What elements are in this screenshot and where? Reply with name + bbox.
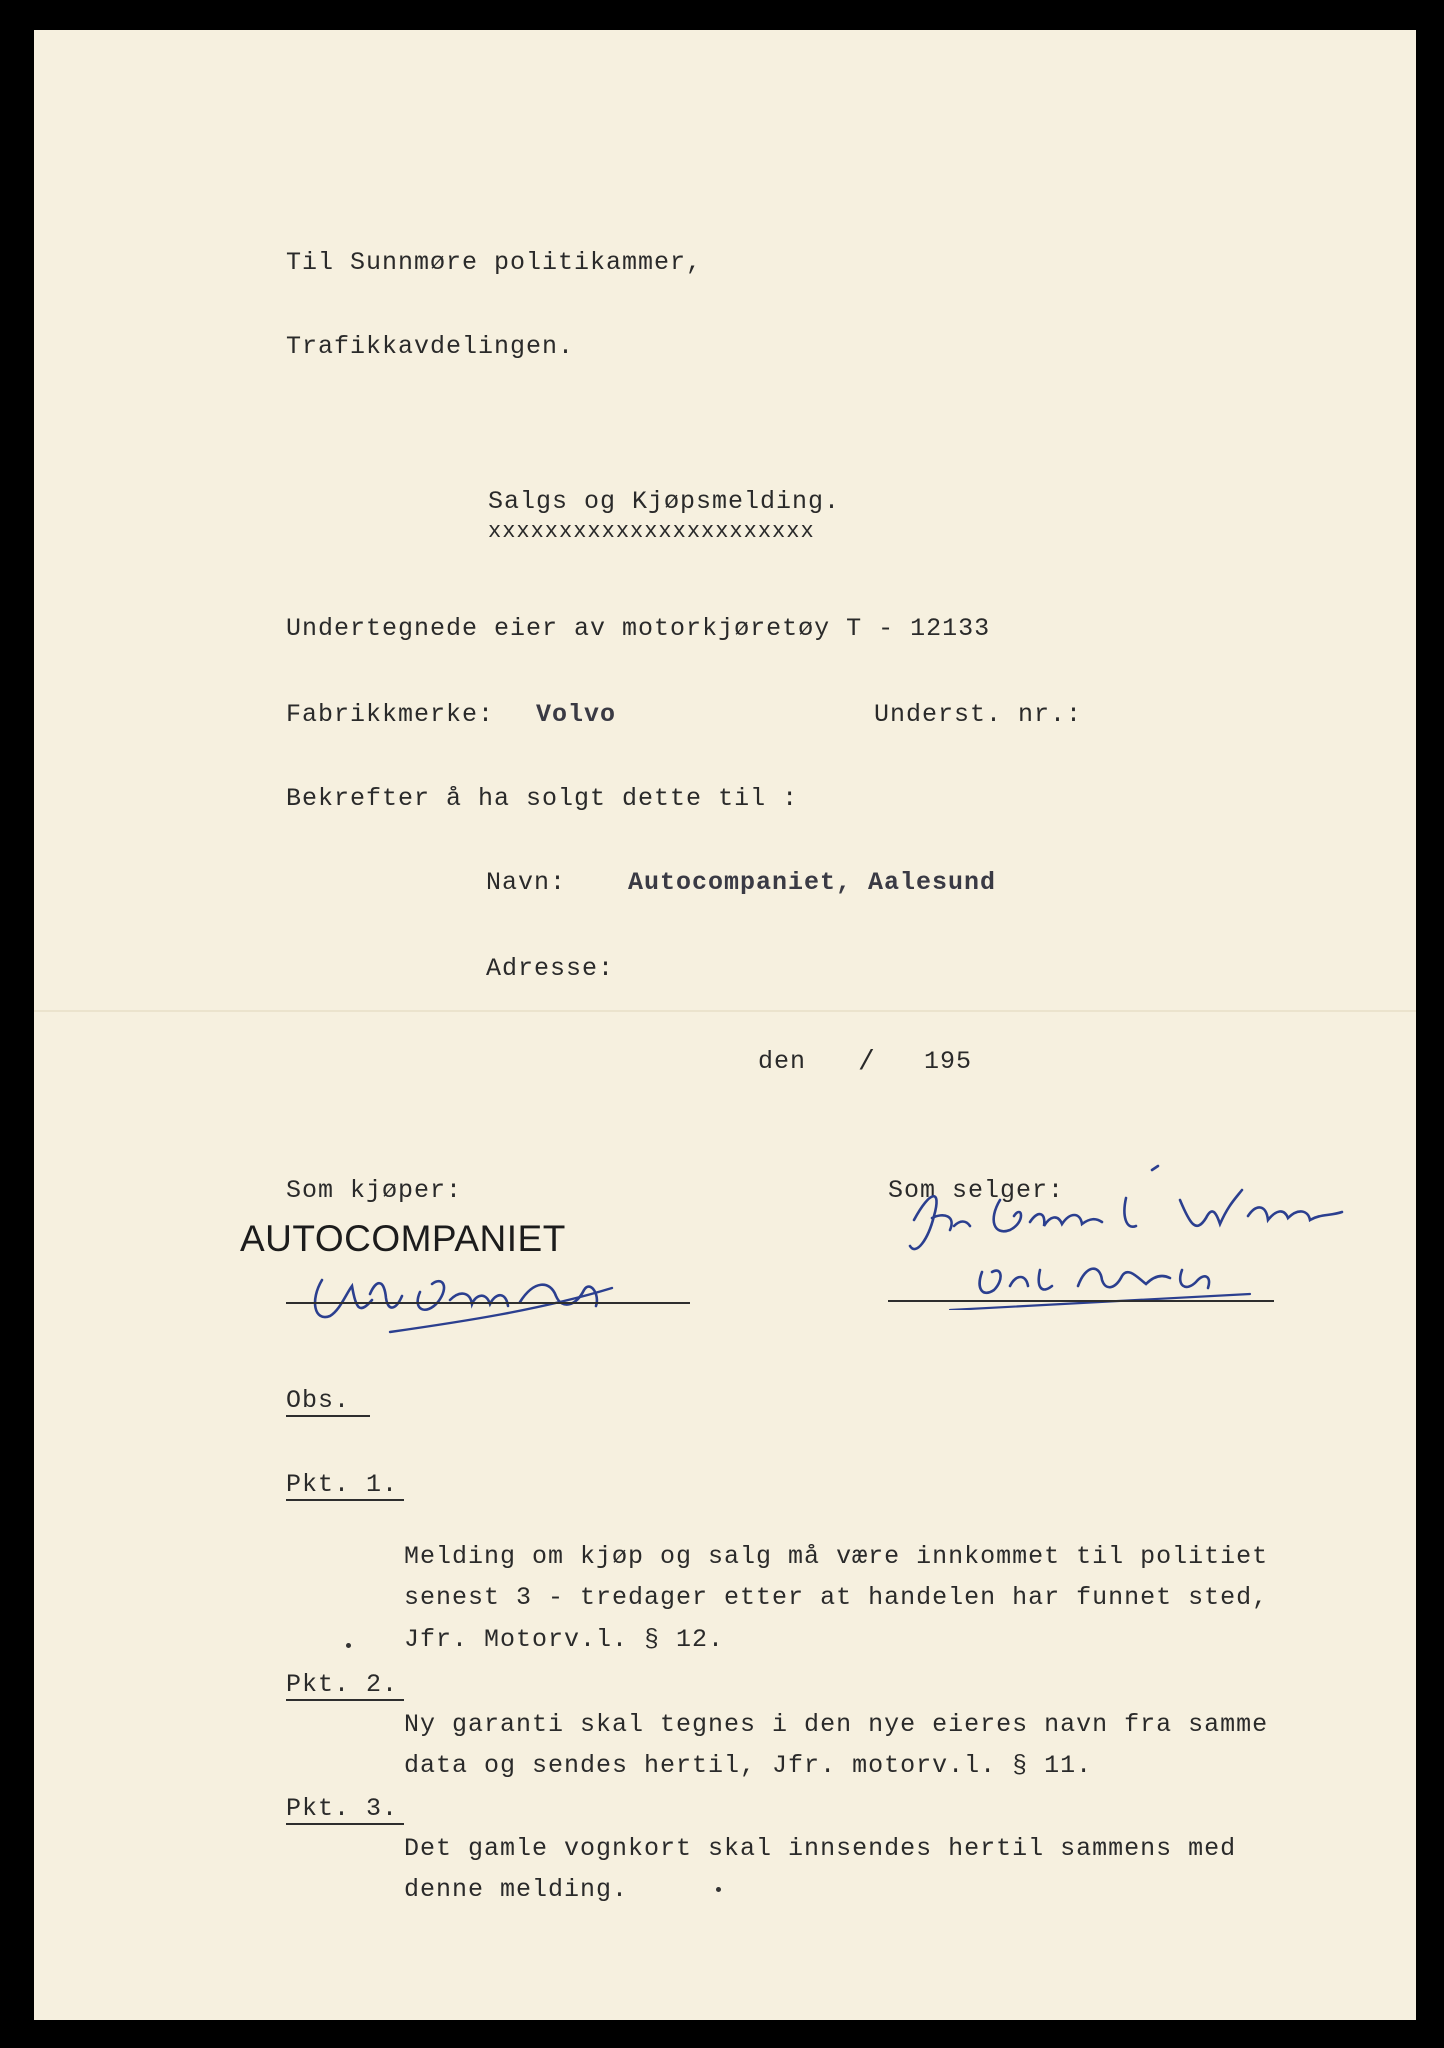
ink-dot [346,1643,351,1648]
seller-label: Som selger: [888,1176,1065,1205]
point-1-line-1: Melding om kjøp og salg må være innkommet til politiet [404,1542,1269,1571]
buyer-label: Som kjøper: [286,1176,463,1205]
point-1-label: Pkt. 1. [286,1470,399,1499]
point-2-line-1: Ny garanti skal tegnes i den nye eieres navn fra samme [404,1710,1269,1739]
confirm-line: Bekrefter å ha solgt dette til : [286,784,799,813]
point-3-label: Pkt. 3. [286,1794,399,1823]
point-2-line-2: data og sendes hertil, Jfr. motorv.l. § 11. [404,1751,1093,1780]
seller-signature [890,1160,1370,1310]
year-prefix: 195 [924,1047,973,1076]
obs-heading: Obs. [286,1386,351,1415]
name-label: Navn: [486,868,567,897]
point-2-underline [286,1699,404,1701]
buyer-signature [300,1250,630,1340]
obs-underline [286,1415,370,1417]
make-label: Fabrikkmerke: [286,700,495,729]
chassis-label: Underst. nr.: [874,700,1083,729]
title-strike-line: xxxxxxxxxxxxxxxxxxxxxxx [488,519,815,544]
date-separator: / [858,1047,876,1078]
owner-line: Undertegnede eier av motorkjøretøy T - 12133 [286,614,991,643]
point-3-line-1: Det gamle vognkort skal innsendes hertil sammens med [404,1834,1237,1863]
buyer-signature-line [286,1302,690,1304]
date-label: den [758,1047,807,1076]
buyer-company-stamp: AUTOCOMPANIET [240,1218,566,1259]
point-3-underline [286,1823,404,1825]
address-label: Adresse: [486,954,615,983]
point-2-label: Pkt. 2. [286,1670,399,1699]
point-1-underline [286,1499,404,1501]
recipient-line: Til Sunnmøre politikammer, [286,248,703,277]
point-1-line-2: senest 3 - tredager etter at handelen har funnet sted, [404,1583,1269,1612]
point-3-line-2: denne melding. [404,1875,629,1904]
fold-crease [34,1010,1416,1012]
point-1-line-3: Jfr. Motorv.l. § 12. [404,1625,725,1654]
make-value: Volvo [536,700,617,729]
seller-signature-line [888,1300,1274,1302]
buyer-name-value: Autocompaniet, Aalesund [628,868,997,897]
ink-dot [716,1887,721,1892]
document-title: Salgs og Kjøpsmelding. [488,487,841,516]
department-line: Trafikkavdelingen. [286,332,575,361]
